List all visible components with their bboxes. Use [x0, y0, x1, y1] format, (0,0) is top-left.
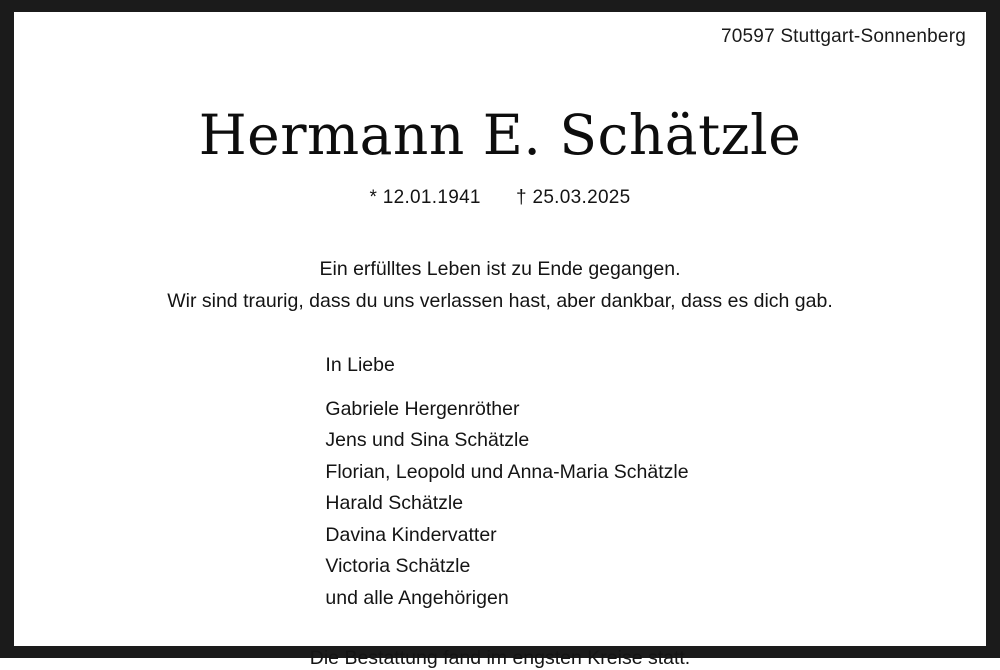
list-item: Harald Schätzle — [325, 492, 464, 515]
funeral-note: Die Bestattung fand im engsten Kreise statt. — [309, 646, 691, 669]
memorial-message — [32, 254, 968, 316]
message-line-1: Ein erfülltes Leben ist zu Ende gegangen. — [319, 257, 681, 280]
birth-date: * 12.01.1941 — [369, 186, 481, 208]
list-item: Davina Kindervatter — [325, 523, 497, 546]
death-date: † 25.03.2025 — [516, 186, 631, 208]
list-item: Jens und Sina Schätzle — [325, 429, 530, 452]
family-lead-text: In Liebe — [325, 353, 395, 376]
list-item: Florian, Leopold und Anna-Maria Schätzle — [325, 460, 689, 483]
life-dates — [32, 187, 968, 209]
message-line-2: Wir sind traurig, dass du uns verlassen hast, aber dankbar, dass es dich gab. — [167, 289, 833, 312]
locality-text: 70597 Stuttgart-Sonnenberg — [721, 26, 966, 47]
list-item: und alle Angehörigen — [325, 587, 509, 610]
deceased-name: Hermann E. Schätzle — [198, 102, 802, 167]
family-list — [325, 350, 688, 615]
family-block — [32, 350, 968, 615]
list-item: Victoria Schätzle — [325, 555, 471, 578]
notice-inner — [14, 12, 986, 669]
list-item: Gabriele Hergenröther — [325, 397, 520, 420]
